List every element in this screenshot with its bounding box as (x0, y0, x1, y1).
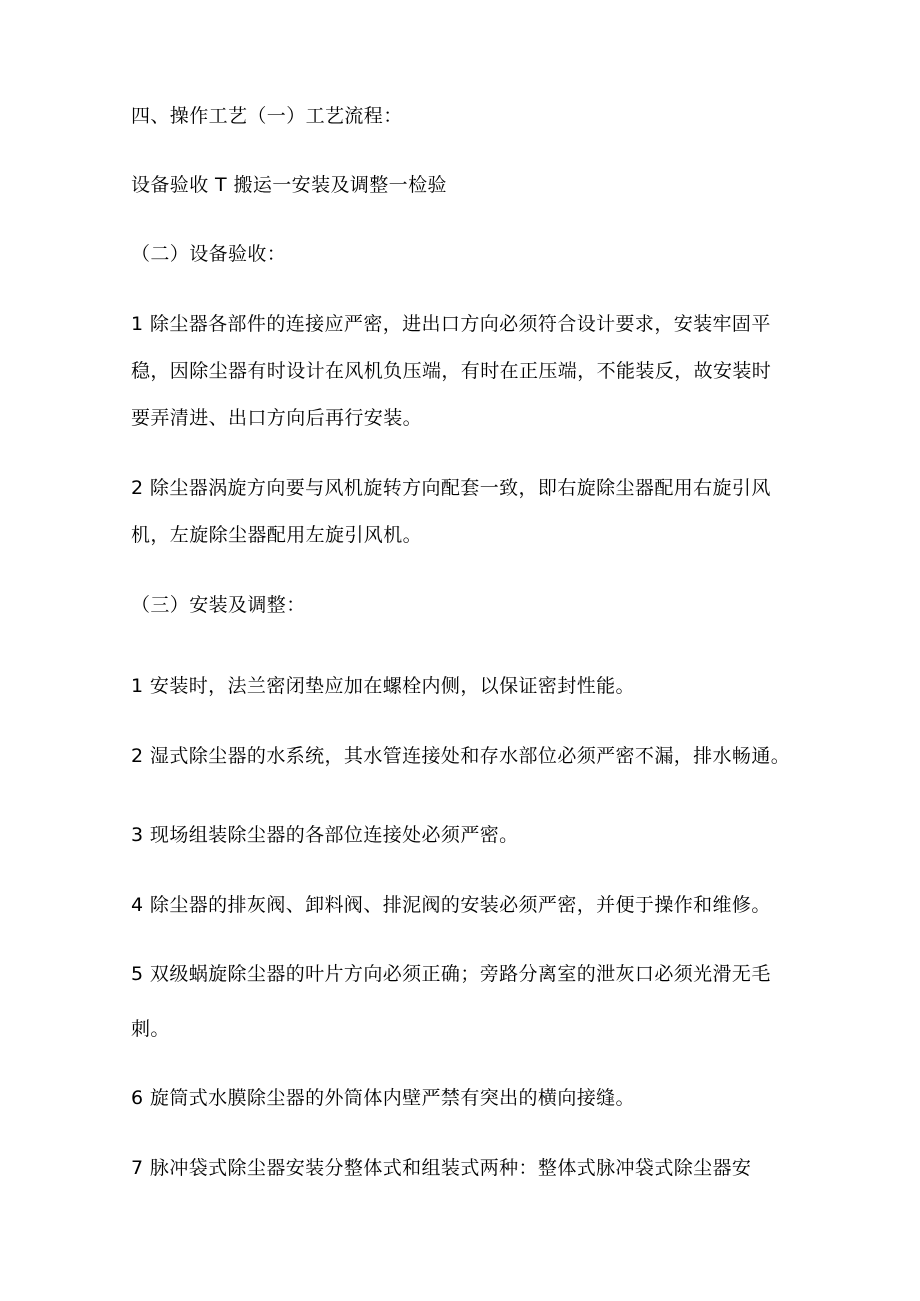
paragraph-line: 要弄清进、出口方向后再行安装。 (131, 407, 423, 429)
paragraph-line: 1 安装时，法兰密闭垫应加在螺栓内侧，以保证密封性能。 (131, 675, 635, 697)
paragraph-line: 3 现场组装除尘器的各部位连接处必须严密。 (131, 824, 519, 846)
subheading-equipment-acceptance: （二）设备验收： (131, 243, 287, 265)
paragraph-line: 机，左旋除尘器配用左旋引风机。 (131, 524, 423, 546)
section-heading-operation-process: 四、操作工艺（一）工艺流程： (131, 105, 403, 127)
paragraph-line: 4 除尘器的排灰阀、卸料阀、排泥阀的安装必须严密，并便于操作和维修。 (131, 894, 771, 916)
paragraph-line: 5 双级蜗旋除尘器的叶片方向必须正确；旁路分离室的泄灰口必须光滑无毛 (131, 963, 771, 985)
paragraph-line: 1 除尘器各部件的连接应严密，进出口方向必须符合设计要求，安装牢固平 (131, 313, 771, 335)
subheading-installation-adjustment: （三）安装及调整： (131, 594, 306, 616)
paragraph-line: 7 脉冲袋式除尘器安装分整体式和组装式两种：整体式脉冲袋式除尘器安 (131, 1157, 752, 1179)
process-flow-text: 设备验收 T 搬运一安装及调整一检验 (131, 174, 447, 196)
paragraph-line: 稳，因除尘器有时设计在风机负压端，有时在正压端，不能装反，故安装时 (131, 360, 772, 382)
paragraph-line: 2 除尘器涡旋方向要与风机旋转方向配套一致，即右旋除尘器配用右旋引风 (131, 477, 771, 499)
paragraph-line: 刺。 (131, 1018, 170, 1040)
paragraph-line: 2 湿式除尘器的水系统，其水管连接处和存水部位必须严密不漏，排水畅通。 (131, 745, 791, 767)
paragraph-line: 6 旋筒式水膜除尘器的外筒体内壁严禁有突出的横向接缝。 (131, 1087, 635, 1109)
